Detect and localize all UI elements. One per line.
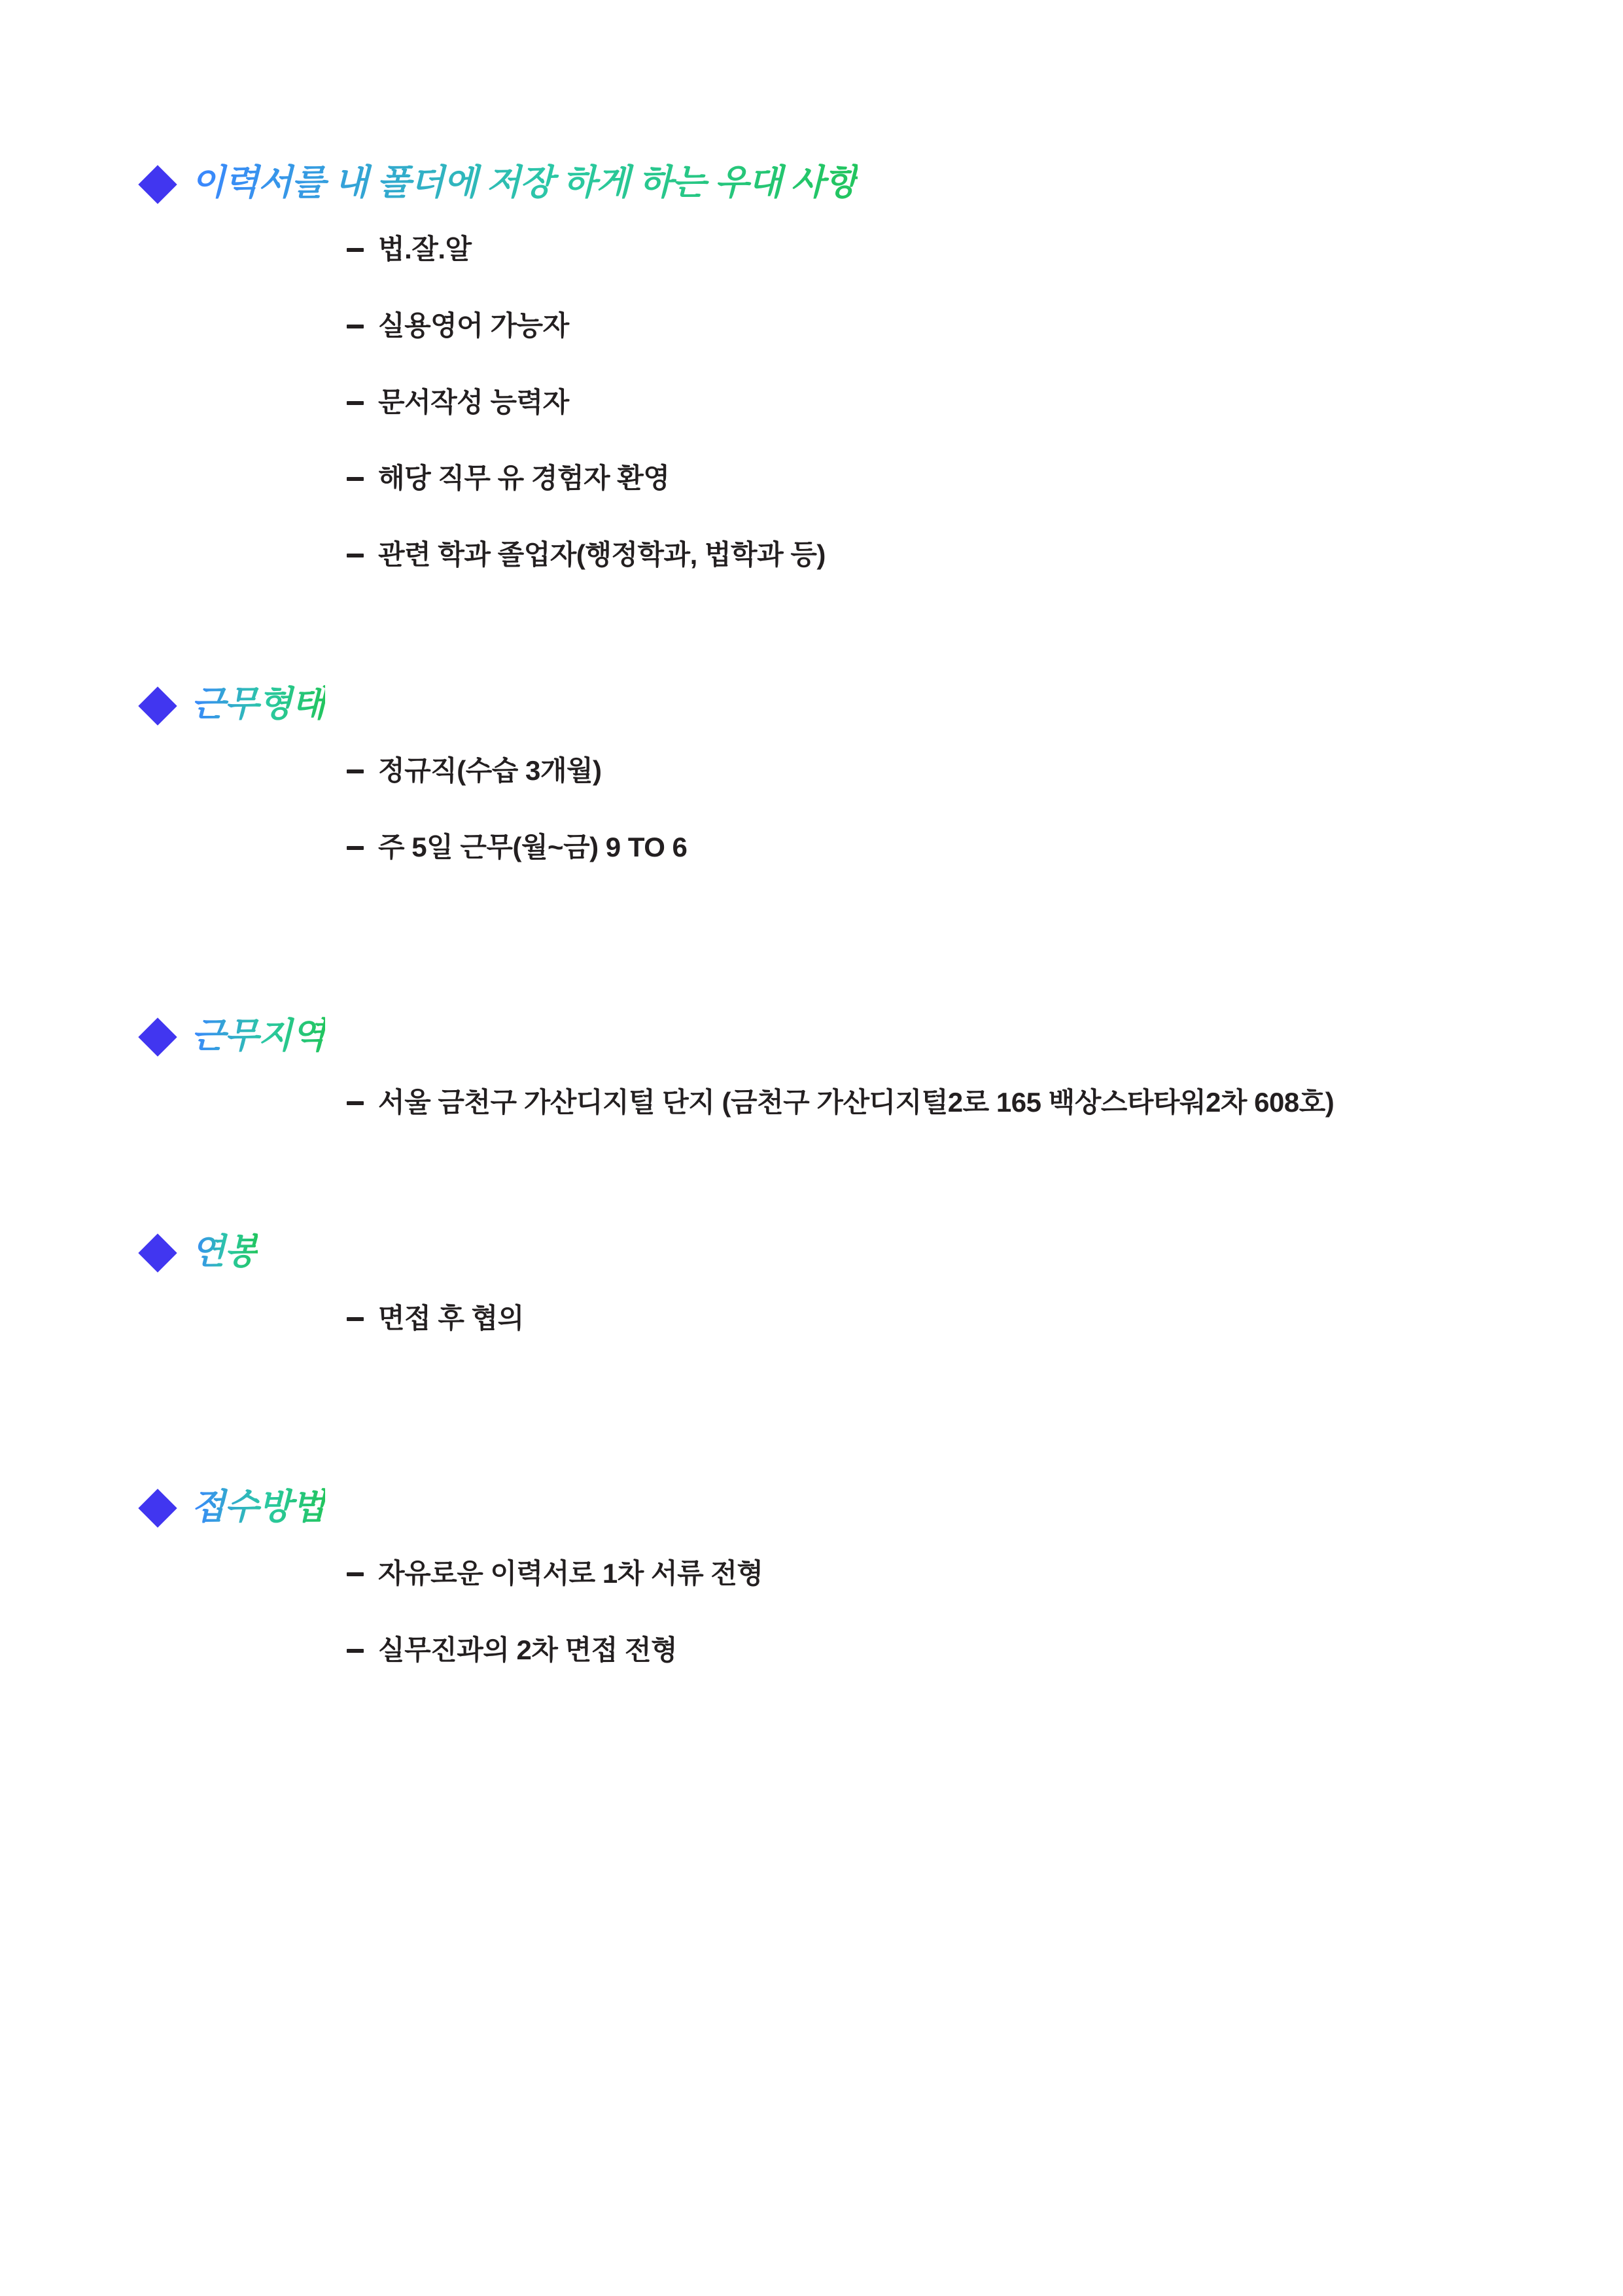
dash-icon: [347, 1649, 364, 1653]
diamond-icon: [138, 686, 177, 725]
list-item: [347, 829, 1492, 866]
dash-icon: [347, 325, 364, 328]
dash-icon: [347, 1101, 364, 1105]
section-header: [144, 164, 1492, 202]
list-item: [347, 308, 1492, 345]
bullet-list: [131, 1084, 1492, 1122]
list-item-label: 법.잘.알: [378, 234, 472, 265]
dash-icon: [347, 846, 364, 850]
list-item: [347, 1300, 1492, 1337]
diamond-icon: [138, 1234, 177, 1273]
dash-icon: [347, 554, 364, 557]
section-header: [144, 685, 1492, 724]
dash-icon: [347, 769, 364, 773]
bullet-list: [131, 231, 1492, 573]
section-header: [144, 1233, 1492, 1271]
diamond-icon: [138, 1018, 177, 1057]
diamond-icon: [138, 165, 177, 203]
dash-icon: [347, 1317, 364, 1321]
section-employment-type: [131, 685, 1492, 866]
list-item: [347, 1555, 1492, 1593]
list-item: [347, 460, 1492, 497]
bullet-list: [131, 1300, 1492, 1337]
list-item-label: 주 5일 근무(월~금) 9 TO 6: [378, 831, 688, 862]
list-item-label: 정규직(수습 3개월): [378, 755, 602, 786]
list-item-label: 자유로운 이력서로 1차 서류 전형: [378, 1558, 763, 1589]
list-item-label: 실무진과의 2차 면접 전형: [378, 1634, 678, 1665]
list-item-label: 문서작성 능력자: [378, 386, 569, 417]
list-item-label: 실용영어 가능자: [378, 310, 569, 342]
list-item: [347, 384, 1492, 421]
section-title: 근무형태: [191, 684, 325, 724]
section-title: 접수방법: [191, 1487, 325, 1527]
section-header: [144, 1017, 1492, 1055]
list-item: [347, 1632, 1492, 1669]
dash-icon: [347, 1572, 364, 1576]
list-item-label: 면접 후 협의: [378, 1303, 524, 1334]
section-application-method: [131, 1488, 1492, 1669]
list-item: [347, 537, 1492, 574]
section-salary: [131, 1233, 1492, 1337]
list-item: [347, 231, 1492, 268]
list-item: [347, 752, 1492, 790]
list-item: [347, 1084, 1492, 1122]
section-header: [144, 1488, 1492, 1527]
section-preferred-qualifications: [131, 164, 1492, 574]
spacer: [131, 1377, 1492, 1488]
dash-icon: [347, 401, 364, 405]
diamond-icon: [138, 1489, 177, 1528]
list-item-label: 서울 금천구 가산디지털 단지 (금천구 가산디지털2로 165 백상스타타워2차 608호): [378, 1086, 1335, 1118]
section-title: 근무지역: [191, 1016, 325, 1055]
list-item-label: 관련 학과 졸업자(행정학과, 법학과 등): [378, 539, 826, 571]
list-item-label: 해당 직무 유 경험자 환영: [378, 463, 670, 494]
spacer: [131, 1161, 1492, 1233]
dash-icon: [347, 248, 364, 252]
bullet-list: [131, 1555, 1492, 1669]
bullet-list: [131, 752, 1492, 866]
section-title: 연봉: [191, 1231, 258, 1271]
spacer: [131, 613, 1492, 685]
dash-icon: [347, 477, 364, 481]
spacer: [131, 906, 1492, 1017]
section-work-location: [131, 1017, 1492, 1122]
section-title: 이력서를 내 폴더에 저장 하게 하는 우대 사항: [191, 163, 858, 202]
